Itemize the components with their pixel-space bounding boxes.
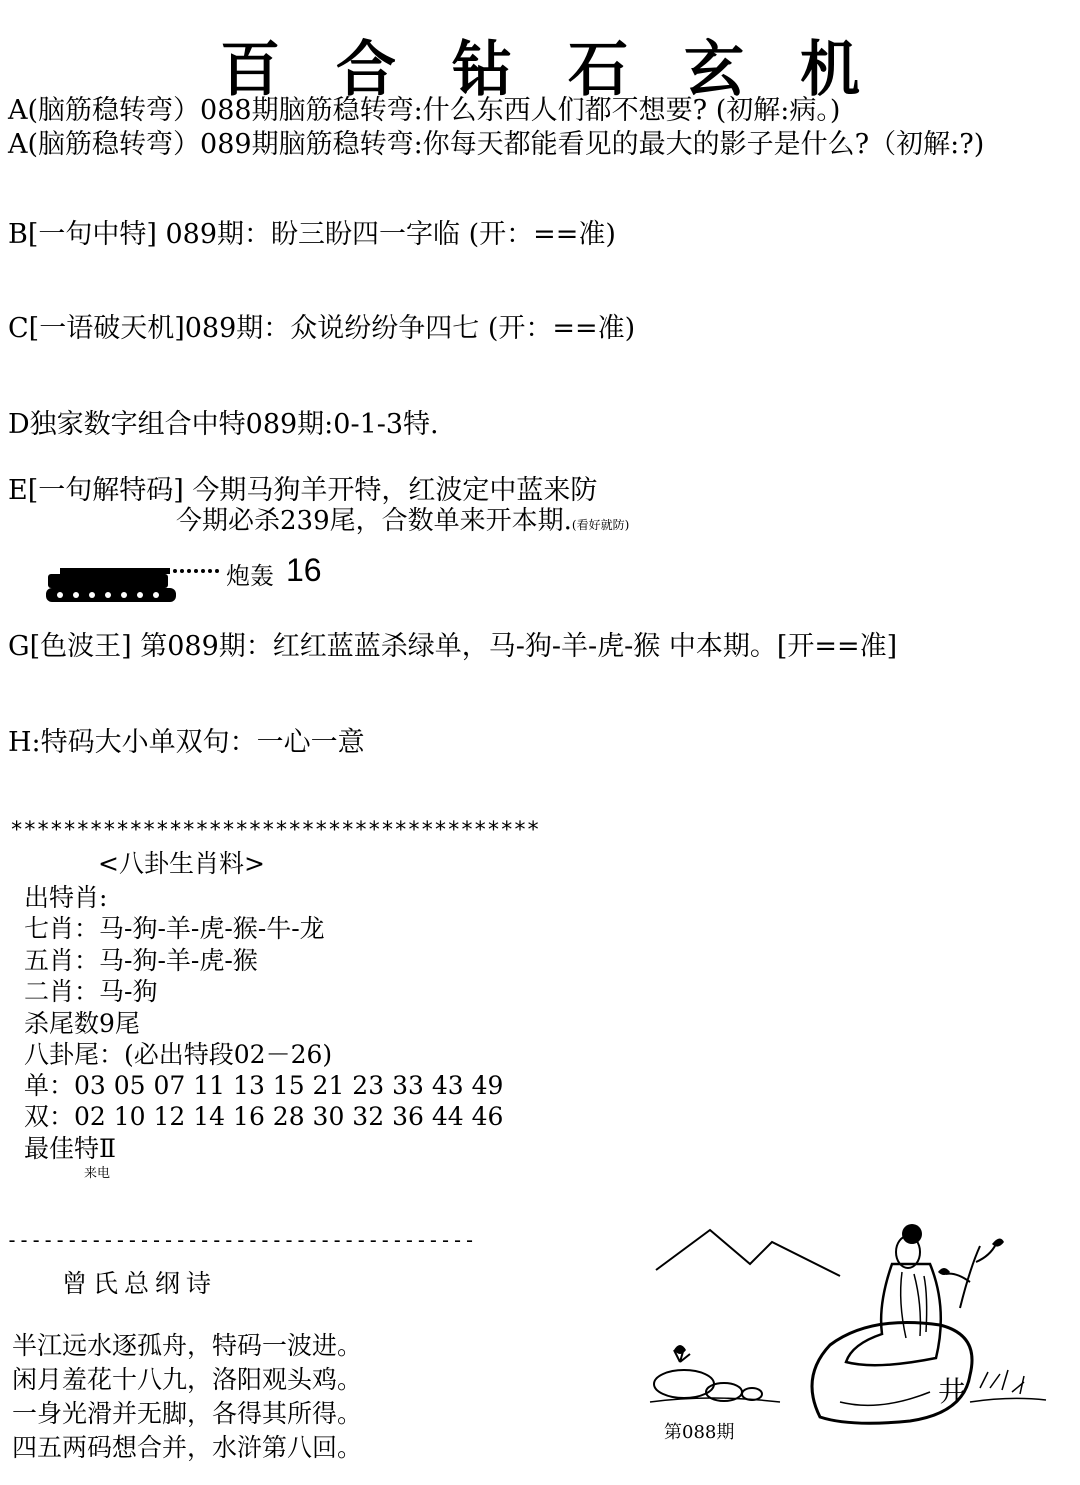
line-e2: [176, 500, 629, 537]
bagua-title: <八卦生肖料>: [98, 849, 265, 878]
bagua-row: 最佳特Ⅱ: [24, 1134, 116, 1163]
bagua-row: 七肖：马-狗-羊-虎-猴-牛-龙: [24, 914, 325, 943]
bagua-row: 二肖：马-狗: [24, 977, 158, 1006]
poem-title: 曾氏总纲诗: [62, 1269, 218, 1298]
line-g: G[色波王] 第089期：红红蓝蓝杀绿单，马-狗-羊-虎-猴 中本期。[开==准]: [8, 631, 898, 662]
cannon-number: 16: [286, 552, 322, 588]
line-e1: E[一句解特码] 今期马狗羊开特，红波定中蓝来防: [8, 475, 598, 506]
line-c: C[一语破天机]089期：众说纷纷争四七 (开：==准): [8, 313, 636, 344]
line-d: D独家数字组合中特089期:0-1-3特.: [8, 409, 439, 440]
rock-mark: 井: [938, 1375, 967, 1408]
line-h: H:特码大小单双句：一心一意: [8, 727, 365, 758]
line-e2-note: (看好就防): [571, 518, 630, 532]
bagua-note: 来电: [84, 1166, 111, 1181]
bagua-row: 八卦尾：(必出特段02－26): [24, 1040, 333, 1069]
bagua-row: 五肖：马-狗-羊-虎-猴: [24, 946, 258, 975]
stars-divider: ****************************************: [10, 818, 540, 843]
title-char: 百: [220, 35, 280, 105]
bagua-row: 杀尾数9尾: [24, 1009, 140, 1038]
illustration-caption: 第088期: [664, 1422, 735, 1443]
title-char: 合: [336, 35, 396, 105]
title-char: 机: [800, 35, 860, 105]
sage-illustration: [640, 1212, 1050, 1432]
line-a1: A(脑筋稳转弯）088期脑筋稳转弯:什么东西人们都不想要? (初解:病。): [8, 95, 841, 126]
poem-line: 闲月羞花十八九，洛阳观头鸡。: [12, 1365, 363, 1394]
title-char: 钻: [452, 35, 512, 105]
line-b: B[一句中特] 089期：盼三盼四一字临 (开：==准): [8, 219, 616, 250]
bagua-row: 双：02 10 12 14 16 28 30 32 36 44 46: [24, 1102, 504, 1131]
bagua-row: 出特肖:: [24, 883, 108, 912]
title-char: 玄: [684, 35, 744, 105]
bagua-row: 单：03 05 07 11 13 15 21 23 33 43 49: [24, 1071, 504, 1100]
title-char: 石: [568, 35, 628, 105]
dashes-divider: ---------------------------------------: [6, 1228, 476, 1252]
line-e2-main: 今期必杀239尾，合数单来开本期.: [176, 506, 572, 536]
cannon-label: 炮轰: [226, 562, 274, 590]
poem-line: 四五两码想合并，水浒第八回。: [12, 1433, 363, 1462]
line-a2: A(脑筋稳转弯）089期脑筋稳转弯:你每天都能看见的最大的影子是什么?（初解:?): [8, 129, 985, 160]
poem-line: 一身光滑并无脚，各得其所得。: [12, 1399, 363, 1428]
poem-line: 半江远水逐孤舟，特码一波进。: [12, 1331, 363, 1360]
